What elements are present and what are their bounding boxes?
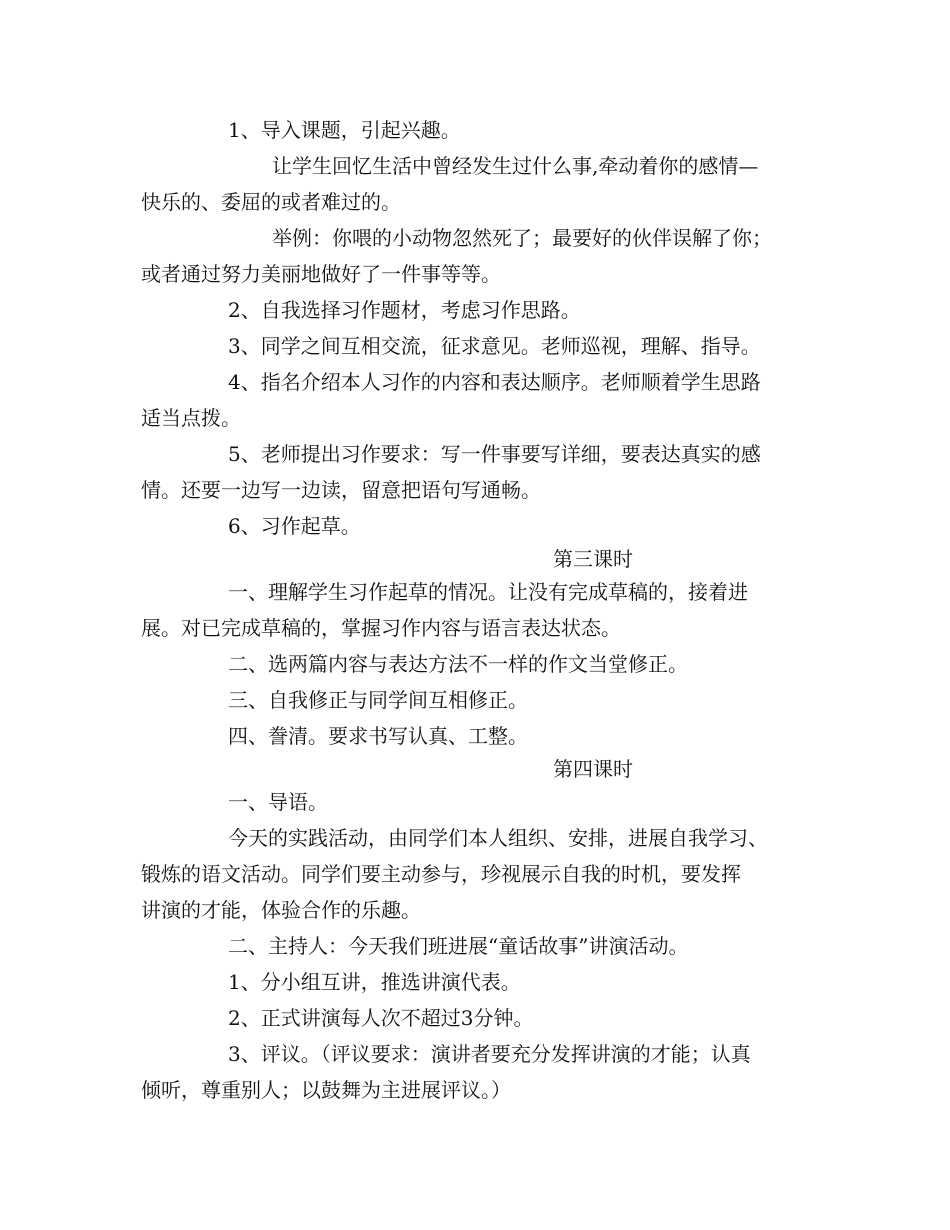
paragraph-line: 快乐的、委屈的或者难过的。: [141, 190, 401, 214]
paragraph-line: 二、主持人：今天我们班进展“童话故事”讲演活动。: [228, 934, 689, 958]
paragraph-line: 举例：你喂的小动物忽然死了；最要好的伙伴误解了你；: [272, 226, 772, 250]
paragraph-line: 四、誊清。要求书写认真、工整。: [228, 724, 528, 748]
paragraph-line: 一、导语。: [228, 790, 328, 814]
paragraph-line: 倾听，尊重别人；以鼓舞为主进展评议。）: [141, 1078, 511, 1102]
paragraph-line: 3、同学之间互相交流，征求意见。老师巡视，理解、指导。: [228, 334, 761, 358]
section-heading: 第四课时: [553, 757, 633, 781]
paragraph-line: 讲演的才能，体验合作的乐趣。: [141, 898, 421, 922]
paragraph-line: 适当点拨。: [141, 406, 241, 430]
paragraph-line: 4、指名介绍本人习作的内容和表达顺序。老师顺着学生思路: [228, 370, 761, 394]
paragraph-line: 1、导入课题，引起兴趣。: [228, 118, 461, 142]
paragraph-line: 二、选两篇内容与表达方法不一样的作文当堂修正。: [228, 652, 688, 676]
paragraph-line: 一、理解学生习作起草的情况。让没有完成草稿的，接着进: [228, 580, 748, 604]
paragraph-line: 5、老师提出习作要求：写一件事要写详细，要表达真实的感: [228, 442, 761, 466]
paragraph-line: 锻炼的语文活动。同学们要主动参与，珍视展示自我的时机，要发挥: [141, 862, 741, 886]
section-heading: 第三课时: [553, 547, 633, 571]
paragraph-line: 6、习作起草。: [228, 514, 361, 538]
paragraph-line: 展。对已完成草稿的，掌握习作内容与语言表达状态。: [141, 616, 621, 640]
paragraph-line: 三、自我修正与同学间互相修正。: [228, 688, 528, 712]
paragraph-line: 2、自我选择习作题材，考虑习作思路。: [228, 298, 581, 322]
paragraph-line: 今天的实践活动，由同学们本人组织、安排，进展自我学习、: [228, 826, 768, 850]
paragraph-line: 让学生回忆生活中曾经发生过什么事,牵动着你的感情—: [272, 154, 759, 178]
paragraph-line: 2、正式讲演每人次不超过3分钟。: [228, 1006, 534, 1030]
paragraph-line: 情。还要一边写一边读，留意把语句写通畅。: [141, 478, 541, 502]
paragraph-line: 1、分小组互讲，推选讲演代表。: [228, 970, 521, 994]
paragraph-line: 或者通过努力美丽地做好了一件事等等。: [141, 262, 501, 286]
paragraph-line: 3、评议。（评议要求：演讲者要充分发挥讲演的才能；认真: [228, 1042, 751, 1066]
